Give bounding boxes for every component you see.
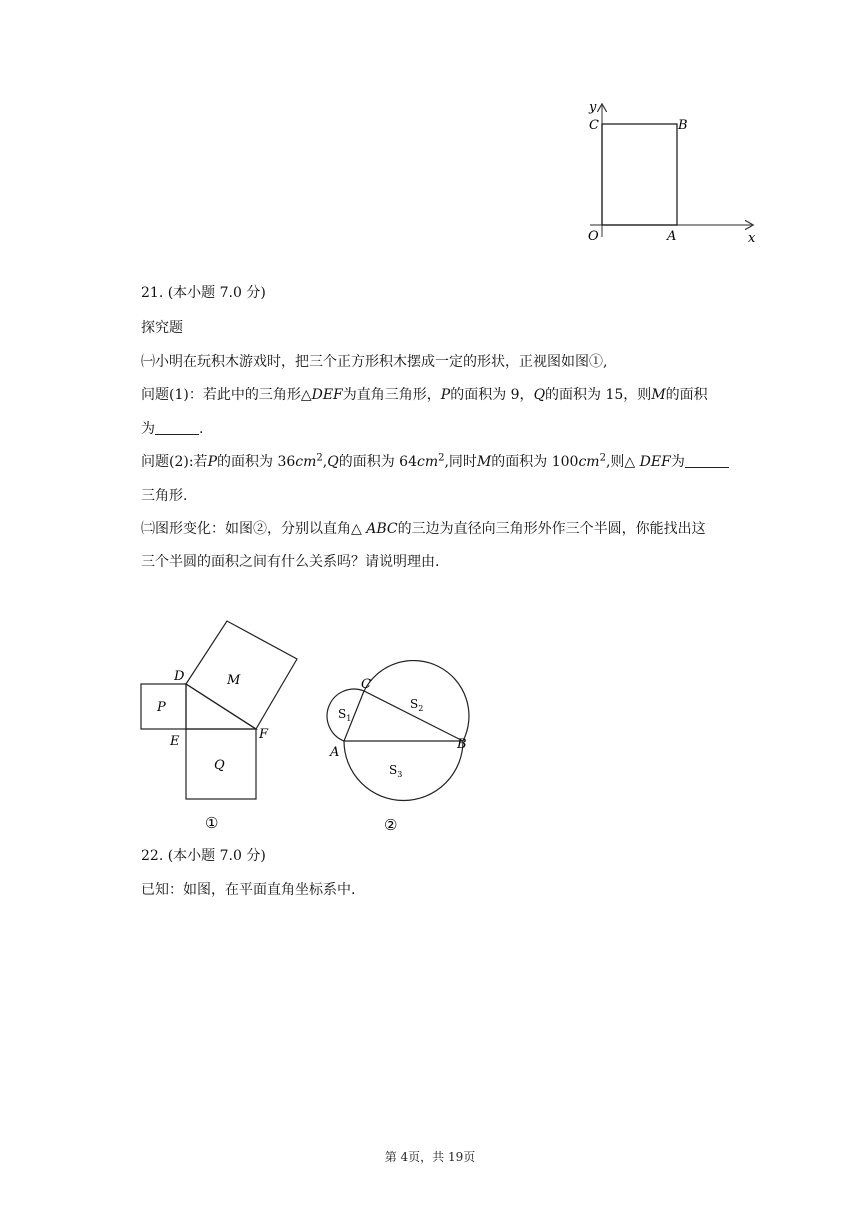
label-s2: $S_2$ xyxy=(410,697,424,713)
text: 的面积为 9， xyxy=(450,387,534,403)
math-m: M xyxy=(476,454,492,470)
triangle-abc xyxy=(344,691,463,741)
answer-blank xyxy=(685,453,729,468)
text: ㈡图形变化：如图②，分别以直角△ xyxy=(141,521,367,537)
label-m: M xyxy=(227,673,241,688)
text: 的面积为 xyxy=(216,454,278,470)
figure-1-squares xyxy=(130,612,310,837)
square-m xyxy=(186,621,297,729)
math-q: Q xyxy=(327,454,339,470)
text: 问题(2):若 xyxy=(141,454,208,470)
text: 为 xyxy=(141,421,155,437)
unit: cm xyxy=(578,454,600,470)
text: 的面积为 15，则 xyxy=(545,387,652,403)
q21-problem1-line1 xyxy=(141,385,708,405)
rectangle-oabc xyxy=(602,124,677,225)
page-footer: 第 4页，共 19页 xyxy=(384,1150,476,1164)
figure-1-caption: ① xyxy=(205,814,219,832)
label-s3: $S_3$ xyxy=(389,763,403,779)
text: 的面积为 xyxy=(338,454,400,470)
math-q: Q xyxy=(533,387,546,403)
exponent: 2 xyxy=(438,452,445,464)
label-q: Q xyxy=(214,758,225,773)
text: ,则△ xyxy=(605,454,640,470)
text: 为 xyxy=(670,454,685,470)
q21-problem2-line2: 三角形. xyxy=(141,488,188,504)
q21-problem2-line1 xyxy=(141,452,729,472)
text: 的面积为 xyxy=(491,454,552,470)
triangle-def xyxy=(186,684,256,729)
text: 问题(1)：若此中的三角形△ xyxy=(141,387,312,403)
label-e: E xyxy=(170,734,180,749)
value: 100 xyxy=(551,454,579,470)
math-p: P xyxy=(440,387,451,403)
label-s1: $S_1$ xyxy=(338,707,352,723)
value: 64 xyxy=(399,454,417,470)
answer-blank xyxy=(155,420,199,435)
q22-header: 22. (本小题 7.0 分) xyxy=(141,848,266,864)
label-c: C xyxy=(589,118,599,133)
label-c: C xyxy=(361,677,371,692)
math-def: DEF xyxy=(639,454,671,470)
exponent: 2 xyxy=(316,452,323,464)
label-b: B xyxy=(678,118,688,133)
semicircle-s3 xyxy=(344,741,463,801)
q21-header: 21. (本小题 7.0 分) xyxy=(141,285,266,301)
figure-2-semicircles xyxy=(320,660,480,835)
label-y: y xyxy=(589,100,597,115)
q21-title: 探究题 xyxy=(141,320,183,336)
text: . xyxy=(199,421,204,437)
q21-problem1-line2 xyxy=(141,419,203,439)
label-o: O xyxy=(588,229,599,244)
label-x: x xyxy=(748,231,756,246)
exponent: 2 xyxy=(599,452,606,464)
label-p: P xyxy=(157,700,166,715)
q22-text: 已知：如图，在平面直角坐标系中. xyxy=(141,882,356,898)
unit: cm xyxy=(416,454,439,470)
math-m: M xyxy=(651,387,666,403)
figure-2-caption: ② xyxy=(384,816,398,834)
text: 的面积 xyxy=(665,387,708,403)
text: ,同时 xyxy=(444,454,477,470)
label-f: F xyxy=(259,727,269,742)
math-abc: ABC xyxy=(366,521,398,537)
math-p: P xyxy=(207,454,217,470)
label-d: D xyxy=(174,669,185,684)
text: 的三边为直径向三角形外作三个半圆，你能找出这 xyxy=(397,521,706,537)
label-a: A xyxy=(330,745,340,760)
value: 36 xyxy=(277,454,296,470)
text: 为直角三角形， xyxy=(342,387,441,403)
q21-part2-line1 xyxy=(141,519,706,539)
q21-part2-line2: 三个半圆的面积之间有什么关系吗？请说明理由. xyxy=(141,554,440,570)
coordinate-figure xyxy=(580,95,770,250)
text: , xyxy=(322,454,328,470)
label-a: A xyxy=(667,229,677,244)
math-def: DEF xyxy=(311,387,343,403)
q21-part1-text: ㈠小明在玩积木游戏时，把三个正方形积木摆成一定的形状，正视图如图①, xyxy=(141,354,608,370)
label-b: B xyxy=(457,737,467,752)
unit: cm xyxy=(295,454,317,470)
